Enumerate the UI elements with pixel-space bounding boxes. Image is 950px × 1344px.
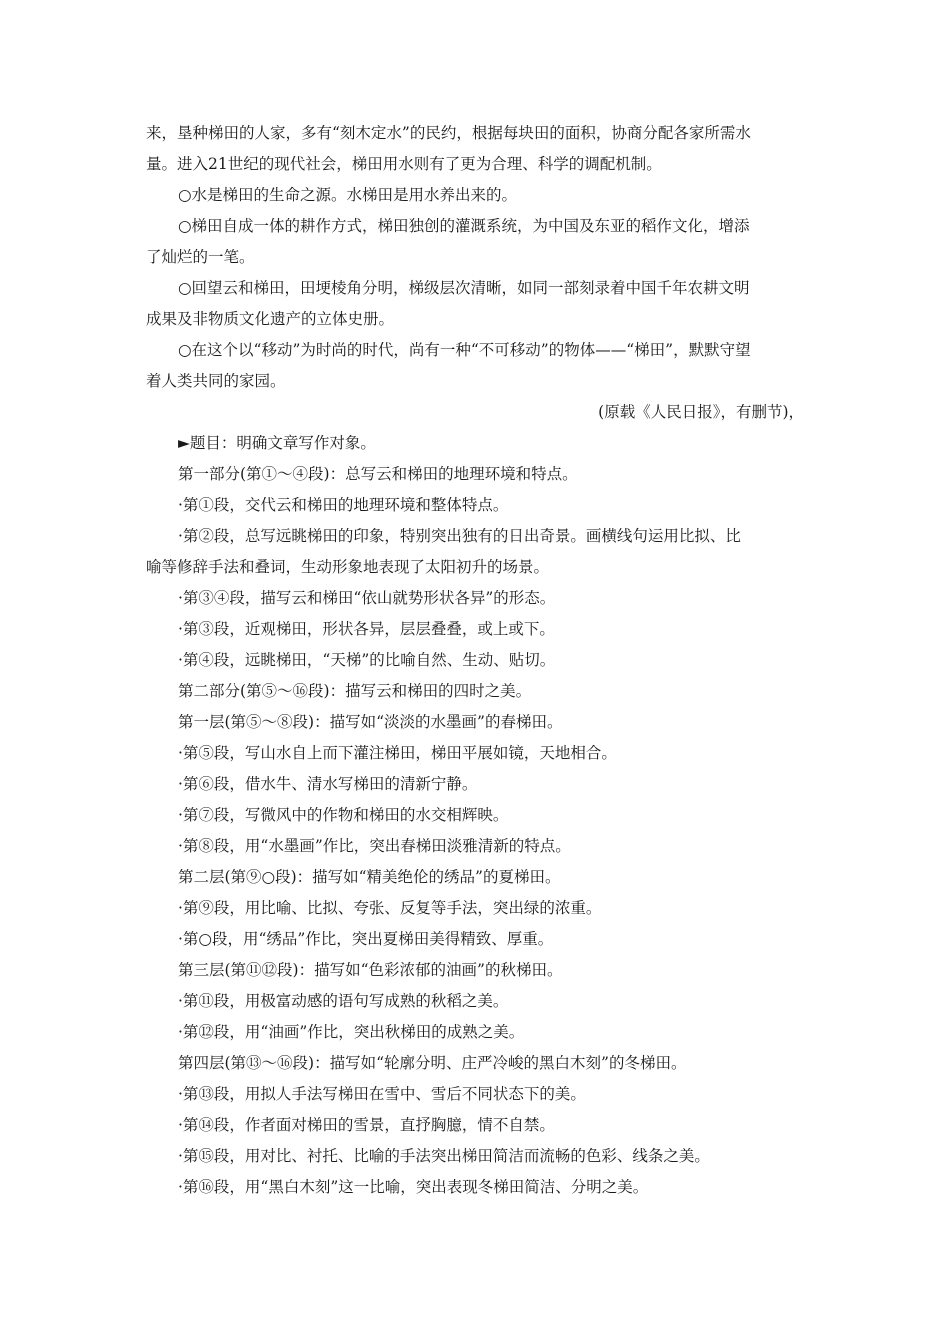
analysis-line-23: ·第⑭段，作者面对梯田的雪景，直抒胸臆，情不自禁。 [178,1116,555,1134]
analysis-line-16: ·第⑨段，用比喻、比拟、夸张、反复等手法，突出绿的浓重。 [178,899,602,917]
analysis-line-14: ·第⑧段，用“水墨画”作比，突出春梯田淡雅清新的特点。 [178,837,571,855]
article-line-2: 量。进入21世纪的现代社会，梯田用水则有了更为合理、科学的调配机制。 [146,155,662,173]
analysis-line-24: ·第⑮段，用对比、衬托、比喻的手法突出梯田简洁而流畅的色彩、线条之美。 [178,1147,710,1165]
analysis-line-7: ·第③段，近观梯田，形状各异，层层叠叠，或上或下。 [178,620,555,638]
article-line-8: ○在这个以“移动”为时尚的时代，尚有一种“不可移动”的物体——“梯田”，默默守望 [178,341,751,359]
article-line-9: 着人类共同的家园。 [146,372,286,390]
article-line-4: ○梯田自成一体的耕作方式，梯田独创的灌溉系统，为中国及东亚的稻作文化，增添 [178,217,750,235]
article-line-6: ○回望云和梯田，田埂棱角分明，梯级层次清晰，如同一部刻录着中国千年农耕文明 [178,279,750,297]
article-line-5: 了灿烂的一笔。 [146,248,255,266]
analysis-line-1: ►题目：明确文章写作对象。 [178,434,376,452]
analysis-line-2: 第一部分(第①～④段)：总写云和梯田的地理环境和特点。 [178,465,578,483]
analysis-line-10: 第一层(第⑤～⑧段)：描写如“淡淡的水墨画”的春梯田。 [178,713,563,731]
analysis-line-8: ·第④段，远眺梯田，“天梯”的比喻自然、生动、贴切。 [178,651,556,669]
article-line-7: 成果及非物质文化遗产的立体史册。 [146,310,395,328]
analysis-line-15: 第二层(第⑨○段)：描写如“精美绝伦的绣品”的夏梯田。 [178,868,561,886]
analysis-line-25: ·第⑯段，用“黑白木刻”这一比喻，突出表现冬梯田简洁、分明之美。 [178,1178,649,1196]
analysis-line-5: 喻等修辞手法和叠词，生动形象地表现了太阳初升的场景。 [146,558,550,576]
article-line-3: ○水是梯田的生命之源。水梯田是用水养出来的。 [178,186,518,204]
analysis-line-21: 第四层(第⑬～⑯段)：描写如“轮廓分明、庄严冷峻的黑白木刻”的冬梯田。 [178,1054,687,1072]
analysis-line-19: ·第⑪段，用极富动感的语句写成熟的秋稻之美。 [178,992,509,1010]
analysis-line-9: 第二部分(第⑤～⑯段)：描写云和梯田的四时之美。 [178,682,532,700]
analysis-line-17: ·第○段，用“绣品”作比，突出夏梯田美得精致、厚重。 [178,930,554,948]
analysis-line-6: ·第③④段，描写云和梯田“依山就势形状各异”的形态。 [178,589,556,607]
article-text [146,118,808,397]
analysis-line-4: ·第②段，总写远眺梯田的印象，特别突出独有的日出奇景。画横线句运用比拟、比 [178,527,741,545]
analysis-line-22: ·第⑬段，用拟人手法写梯田在雪中、雪后不同状态下的美。 [178,1085,586,1103]
analysis-line-12: ·第⑥段，借水牛、清水写梯田的清新宁静。 [178,775,478,793]
analysis-notes [146,428,808,1203]
analysis-line-13: ·第⑦段，写微风中的作物和梯田的水交相辉映。 [178,806,509,824]
document-page [146,118,808,1203]
analysis-line-20: ·第⑫段，用“油画”作比，突出秋梯田的成熟之美。 [178,1023,525,1041]
article-line-1: 来，垦种梯田的人家，多有“刻木定水”的民约，根据每块田的面积，协商分配各家所需水 [146,124,751,142]
analysis-line-3: ·第①段，交代云和梯田的地理环境和整体特点。 [178,496,509,514]
analysis-line-18: 第三层(第⑪⑫段)：描写如“色彩浓郁的油画”的秋梯田。 [178,961,563,979]
analysis-line-11: ·第⑤段，写山水自上而下灌注梯田，梯田平展如镜，天地相合。 [178,744,617,762]
source-citation: (原载《人民日报》，有删节)， [598,403,804,421]
